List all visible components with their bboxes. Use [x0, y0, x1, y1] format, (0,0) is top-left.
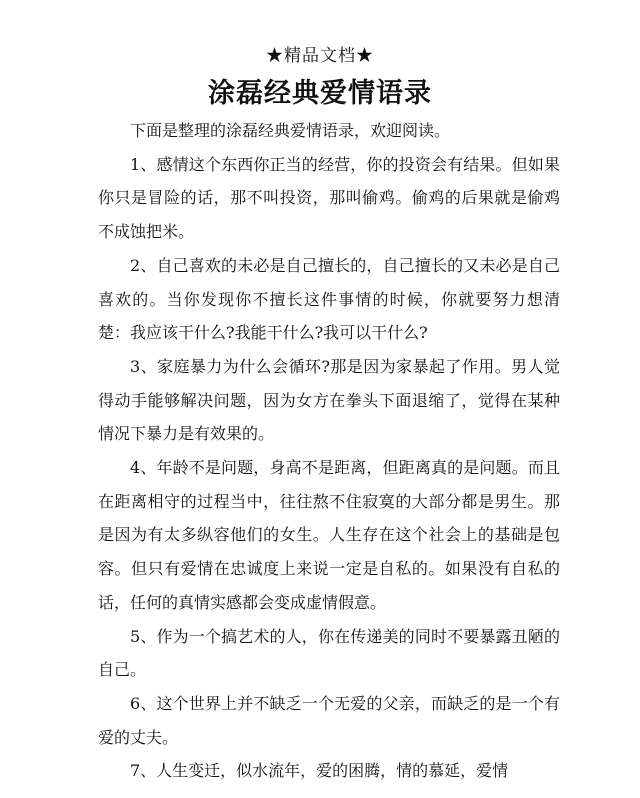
quote-paragraph-4: 4、年龄不是问题，身高不是距离，但距离真的是问题。而且在距离相守的过程当中，往往熬不住寂寞的大部分都是男生。那是因为有太多纵容他们的女生。人生存在这个社会上的基础是包容。但只有爱情在忠诚度上来说一定是自私的。如果没有自私的话，任何的真情实感都会变成虚情假意。: [98, 458, 560, 612]
quote-paragraph-7: 7、人生变迁，似水流年，爱的困腾，情的慕延，爱情: [130, 761, 509, 781]
document-body: [98, 114, 560, 788]
intro-paragraph: 下面是整理的涂磊经典爱情语录，欢迎阅读。: [130, 121, 451, 140]
quote-paragraph-3: 3、家庭暴力为什么会循环?那是因为家暴起了作用。男人觉得动手能够解决问题，因为女方在拳头下面退缩了，觉得在某种情况下暴力是有效果的。: [98, 356, 560, 444]
quote-paragraph-2: 2、自己喜欢的未必是自己擅长的，自己擅长的又未必是自己喜欢的。当你发现你不擅长这件事情的时候，你就要努力想清楚：我应该干什么?我能干什么?我可以干什么?: [98, 255, 560, 343]
quote-paragraph-1: 1、感情这个东西你正当的经营，你的投资会有结果。但如果你只是冒险的话，那不叫投资，那叫偷鸡。偷鸡的后果就是偷鸡不成蚀把米。: [98, 154, 560, 242]
page-title: 涂磊经典爱情语录: [208, 78, 432, 109]
quality-badge: ★精品文档★: [266, 46, 374, 66]
quote-paragraph-6: 6、这个世界上并不缺乏一个无爱的父亲，而缺乏的是一个有爱的丈夫。: [98, 693, 560, 747]
quote-paragraph-5: 5、作为一个搞艺术的人，你在传递美的同时不要暴露丑陋的自己。: [98, 626, 560, 680]
